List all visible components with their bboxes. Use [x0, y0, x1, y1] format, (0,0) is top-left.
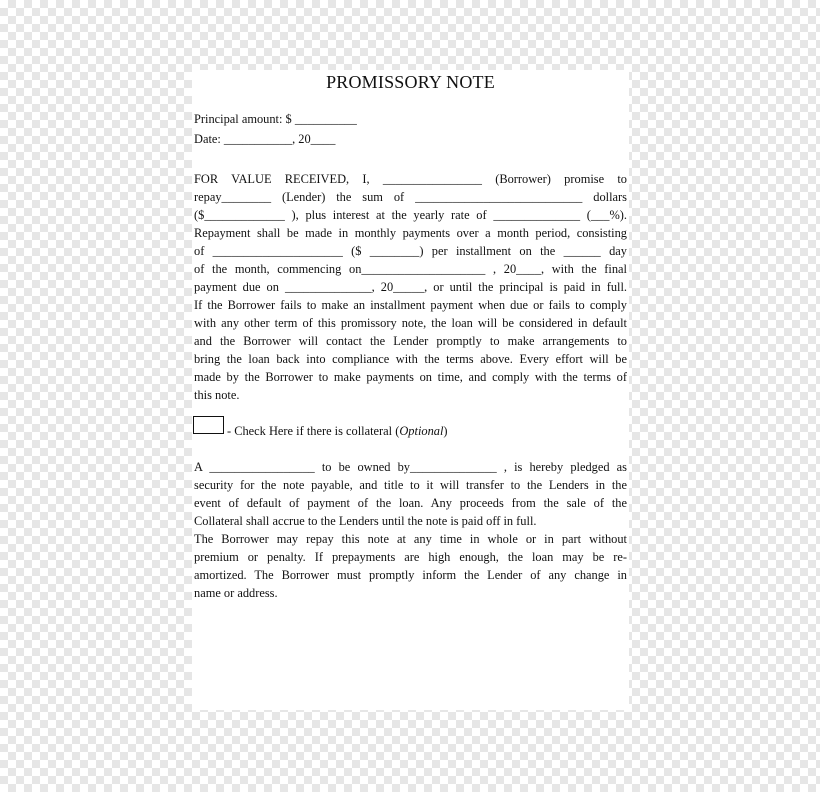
paragraph1-line: ($_____________ ), plus interest at the yearly rate of ______________ (___%). — [194, 208, 627, 222]
paragraph1-line: bring the loan back into compliance with the terms above. Every effort will be — [194, 352, 627, 366]
paragraph2-line: The Borrower may repay this note at any time in whole or in part without — [194, 532, 627, 546]
paragraph2-line: event of default of payment of the loan. Any proceeds from the sale of the — [194, 496, 627, 510]
paragraph1-line: of _____________________ ($ ________) per installment on the ______ day — [194, 244, 627, 258]
paragraph1-line: FOR VALUE RECEIVED, I, ________________ (Borrower) promise to — [194, 172, 627, 186]
principal-amount-line: Principal amount: $ __________ — [194, 112, 357, 126]
paragraph2-line: A _________________ to be owned by______________ , is hereby pledged as — [194, 460, 627, 474]
paragraph2-line: security for the note payable, and title to it will transfer to the Lenders in the — [194, 478, 627, 492]
collateral-checkbox-label — [227, 424, 448, 439]
collateral-close-paren: ) — [443, 424, 448, 438]
collateral-optional-text: Optional — [399, 424, 444, 438]
paragraph2-line: name or address. — [194, 586, 278, 600]
paragraph1-line: this note. — [194, 388, 240, 402]
paragraph2-line: amortized. The Borrower must promptly inform the Lender of any change in — [194, 568, 627, 582]
paragraph1-line: If the Borrower fails to make an installment payment when due or fails to comply — [194, 298, 627, 312]
paragraph1-line: repay________ (Lender) the sum of ___________________________ dollars — [194, 190, 627, 204]
paragraph1-line: Repayment shall be made in monthly payments over a month period, consisting — [194, 226, 627, 240]
collateral-label-text: - Check Here if there is collateral ( — [227, 424, 400, 438]
date-line: Date: ___________, 20____ — [194, 132, 336, 146]
paragraph1-line: payment due on ______________, 20_____, or until the principal is paid in full. — [194, 280, 627, 294]
paragraph2-line: premium or penalty. If prepayments are high enough, the loan may be re- — [194, 550, 627, 564]
paragraph1-line: of the month, commencing on____________________ , 20____, with the final — [194, 262, 627, 276]
paragraph2-line: Collateral shall accrue to the Lenders until the note is paid off in full. — [194, 514, 537, 528]
paragraph1-line: with any other term of this promissory note, the loan will be considered in default — [194, 316, 627, 330]
paragraph1-line: made by the Borrower to make payments on time, and comply with the terms of — [194, 370, 627, 384]
document-page — [192, 70, 629, 710]
document-title: PROMISSORY NOTE — [326, 72, 495, 92]
collateral-checkbox[interactable] — [193, 416, 224, 434]
paragraph1-line: and the Borrower will contact the Lender promptly to make arrangements to — [194, 334, 627, 348]
